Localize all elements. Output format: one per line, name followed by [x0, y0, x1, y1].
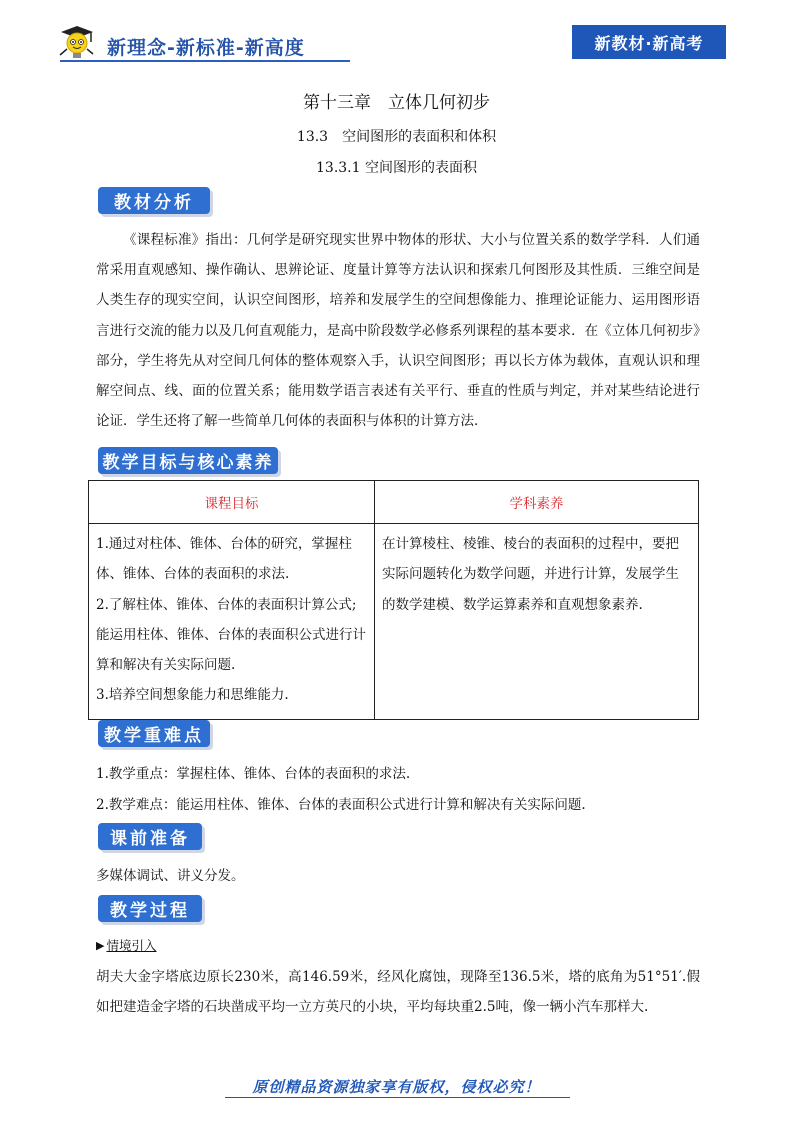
banner-preparation: 课前准备: [98, 823, 202, 850]
header-underline: [60, 60, 350, 62]
header-logo-group: [55, 22, 305, 64]
course-goal-item: 1.通过对柱体、锥体、台体的研究，掌握柱体、锥体、台体的表面积的求法.: [96, 536, 352, 583]
literacy-cell: 在计算棱柱、棱锥、棱台的表面积的过程中，要把实际问题转化为数学问题，并进行计算，发展学生的数学建模、数学运算素养和直观想象素养.: [375, 524, 699, 720]
key-point-item: 1.教学重点：掌握柱体、锥体、台体的表面积的求法.: [96, 766, 411, 782]
course-goals-cell: [89, 524, 375, 720]
banner-process: 教学过程: [98, 895, 202, 922]
table-header-row: [89, 481, 699, 524]
chapter-title: 第十三章 立体几何初步: [303, 93, 490, 113]
table-header-course-goals: 课程目标: [89, 481, 375, 524]
course-goal-item: 2.了解柱体、锥体、台体的表面积计算公式;能运用柱体、锥体、台体的表面积公式进行计算和解决有关实际问题.: [96, 596, 366, 674]
triangle-right-icon: ▶: [96, 938, 105, 952]
intro-paragraph: 胡夫大金字塔底边原长230米，高146.59米，经风化腐蚀，现降至136.5米，塔的底角为51°51′.假如把建造金字塔的石块凿成平均一立方英尺的小块，平均每块重2.5吨，像一辆小汽车那样大.: [96, 969, 700, 1016]
header-slogan: 新理念-新标准-新高度: [107, 36, 305, 59]
banner-goals: 教学目标与核心素养: [98, 447, 278, 474]
goals-table: [88, 480, 699, 720]
subsection-title: 13.3.1 空间图形的表面积: [316, 160, 477, 176]
graduate-bulb-icon: [55, 23, 95, 63]
analysis-paragraph: 《课程标准》指出：几何学是研究现实世界中物体的形状、大小与位置关系的数学学科．人们通常采用直观感知、操作确认、思辨论证、度量计算等方法认识和探索几何图形及其性质．三维空间是人类生存的现实空间，认识空间图形，培养和发展学生的空间想像能力、推理论证能力、运用图形语言进行交流的能力以及几何直观能力，是高中阶段数学必修系列课程的基本要求．在《立体几何初步》部分，学生将先从对空间几何体的整体观察入手，认识空间图形；再以长方体为载体，直观认识和理解空间点、线、面的位置关系；能用数学语言表述有关平行、垂直的性质与判定，并对某些结论进行论证．学生还将了解一些简单几何体的表面积与体积的计算方法．: [96, 232, 700, 430]
footer-underline: [225, 1097, 570, 1098]
table-header-literacy: 学科素养: [375, 481, 699, 524]
key-point-item: 2.教学难点：能运用柱体、锥体、台体的表面积公式进行计算和解决有关实际问题.: [96, 797, 586, 813]
course-goal-item: 3.培养空间想象能力和思维能力.: [96, 687, 289, 704]
banner-key-points: 教学重难点: [98, 720, 210, 747]
intro-label: [96, 936, 156, 954]
footer-copyright: 原创精品资源独家享有版权，侵权必究！: [252, 1078, 541, 1096]
table-row: [89, 524, 699, 720]
banner-analysis: 教材分析: [98, 187, 210, 214]
preparation-text: 多媒体调试、讲义分发。: [96, 868, 245, 884]
header-badge: 新教材·新高考: [572, 25, 726, 59]
section-title: 13.3 空间图形的表面积和体积: [296, 129, 497, 145]
intro-label-text: 情境引入: [106, 938, 157, 953]
